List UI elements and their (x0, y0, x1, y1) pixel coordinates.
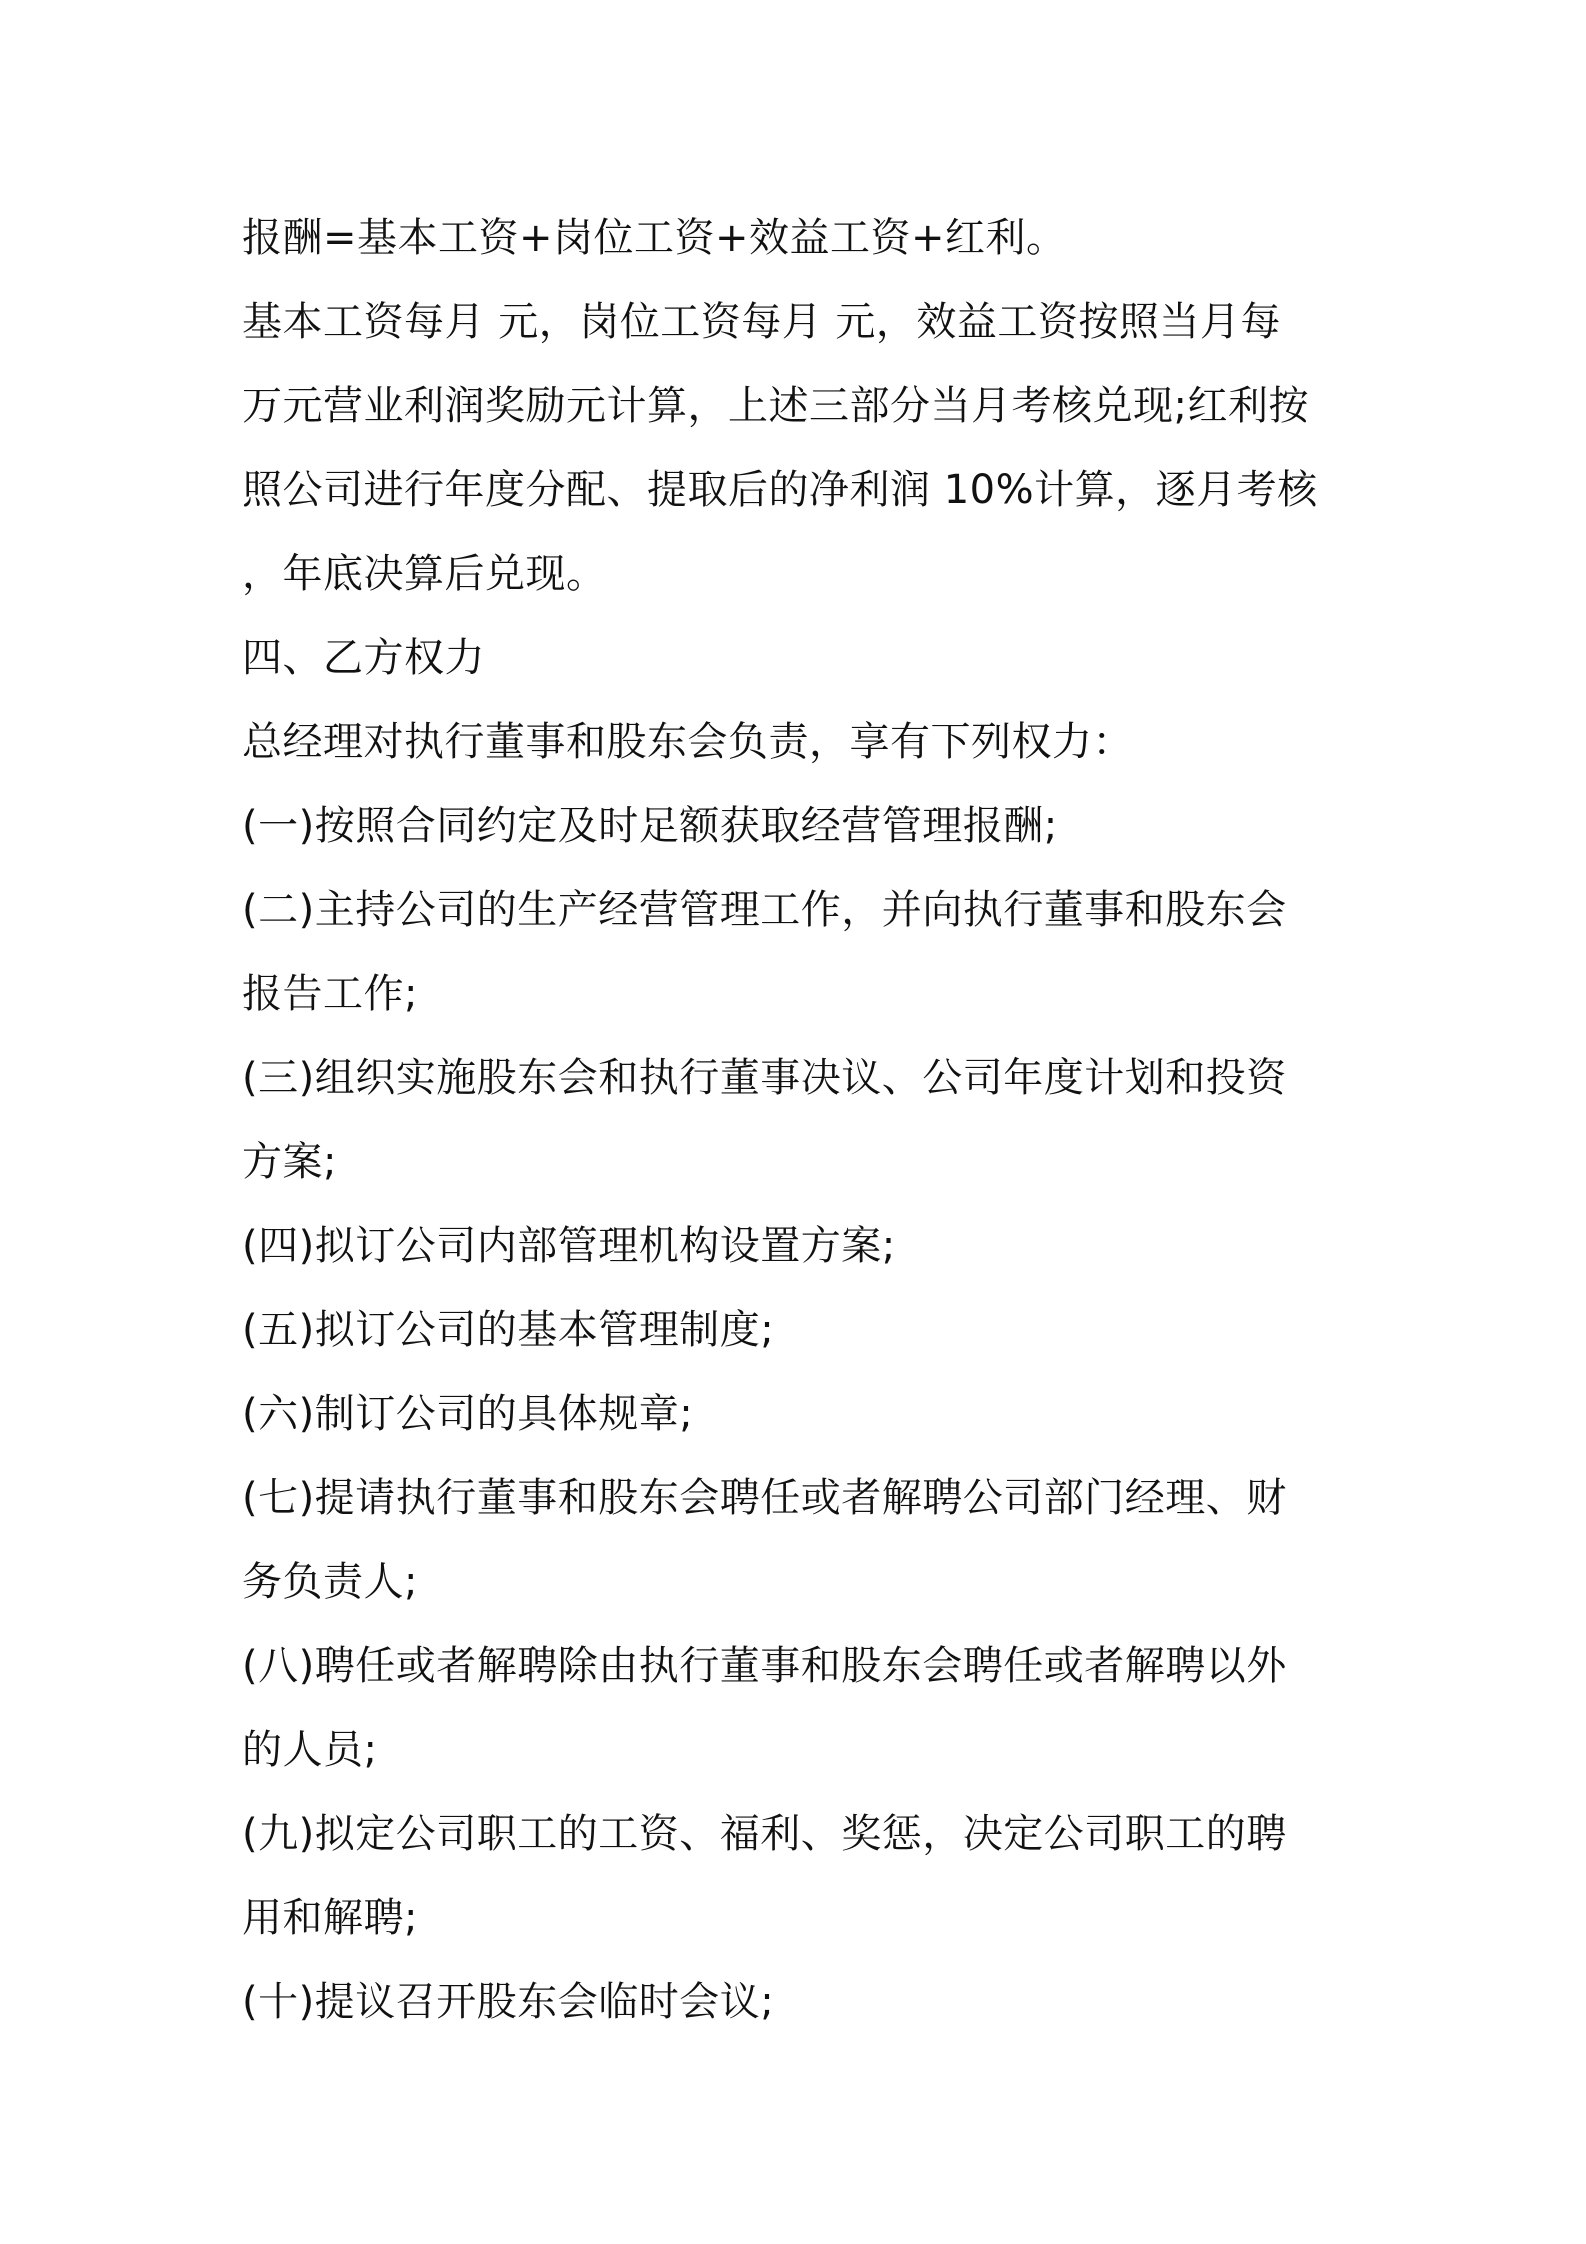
power-item-7-cont: 务负责人; (242, 1559, 418, 1605)
salary-paragraph-line-1: 基本工资每月 元，岗位工资每月 元，效益工资按照当月每 (242, 299, 1281, 345)
power-item-9-cont: 用和解聘; (242, 1895, 418, 1941)
power-item-5: (五)拟订公司的基本管理制度; (242, 1307, 775, 1353)
document-body (242, 196, 1362, 2044)
power-item-2: (二)主持公司的生产经营管理工作，并向执行董事和股东会 (242, 887, 1287, 933)
salary-paragraph-line-4: ，年底决算后兑现。 (242, 551, 607, 597)
salary-paragraph-line-3: 照公司进行年度分配、提取后的净利润 10%计算，逐月考核 (242, 467, 1318, 513)
power-item-9: (九)拟定公司职工的工资、福利、奖惩，决定公司职工的聘 (242, 1811, 1287, 1857)
power-item-8: (八)聘任或者解聘除由执行董事和股东会聘任或者解聘以外 (242, 1643, 1287, 1689)
power-item-7: (七)提请执行董事和股东会聘任或者解聘公司部门经理、财 (242, 1475, 1287, 1521)
power-item-6: (六)制订公司的具体规章; (242, 1391, 694, 1437)
power-item-10: (十)提议召开股东会临时会议; (242, 1979, 775, 2025)
power-item-1: (一)按照合同约定及时足额获取经营管理报酬; (242, 803, 1058, 849)
salary-paragraph-line-2: 万元营业利润奖励元计算，上述三部分当月考核兑现;红利按 (242, 383, 1309, 429)
power-item-3: (三)组织实施股东会和执行董事决议、公司年度计划和投资 (242, 1055, 1287, 1101)
power-item-4: (四)拟订公司内部管理机构设置方案; (242, 1223, 896, 1269)
power-item-8-cont: 的人员; (242, 1727, 378, 1773)
power-item-3-cont: 方案; (242, 1139, 337, 1185)
compensation-formula: 报酬=基本工资+岗位工资+效益工资+红利。 (242, 215, 1067, 261)
power-item-2-cont: 报告工作; (242, 971, 418, 1017)
section-heading: 四、乙方权力 (242, 635, 485, 681)
powers-intro: 总经理对执行董事和股东会负责，享有下列权力： (242, 719, 1133, 765)
